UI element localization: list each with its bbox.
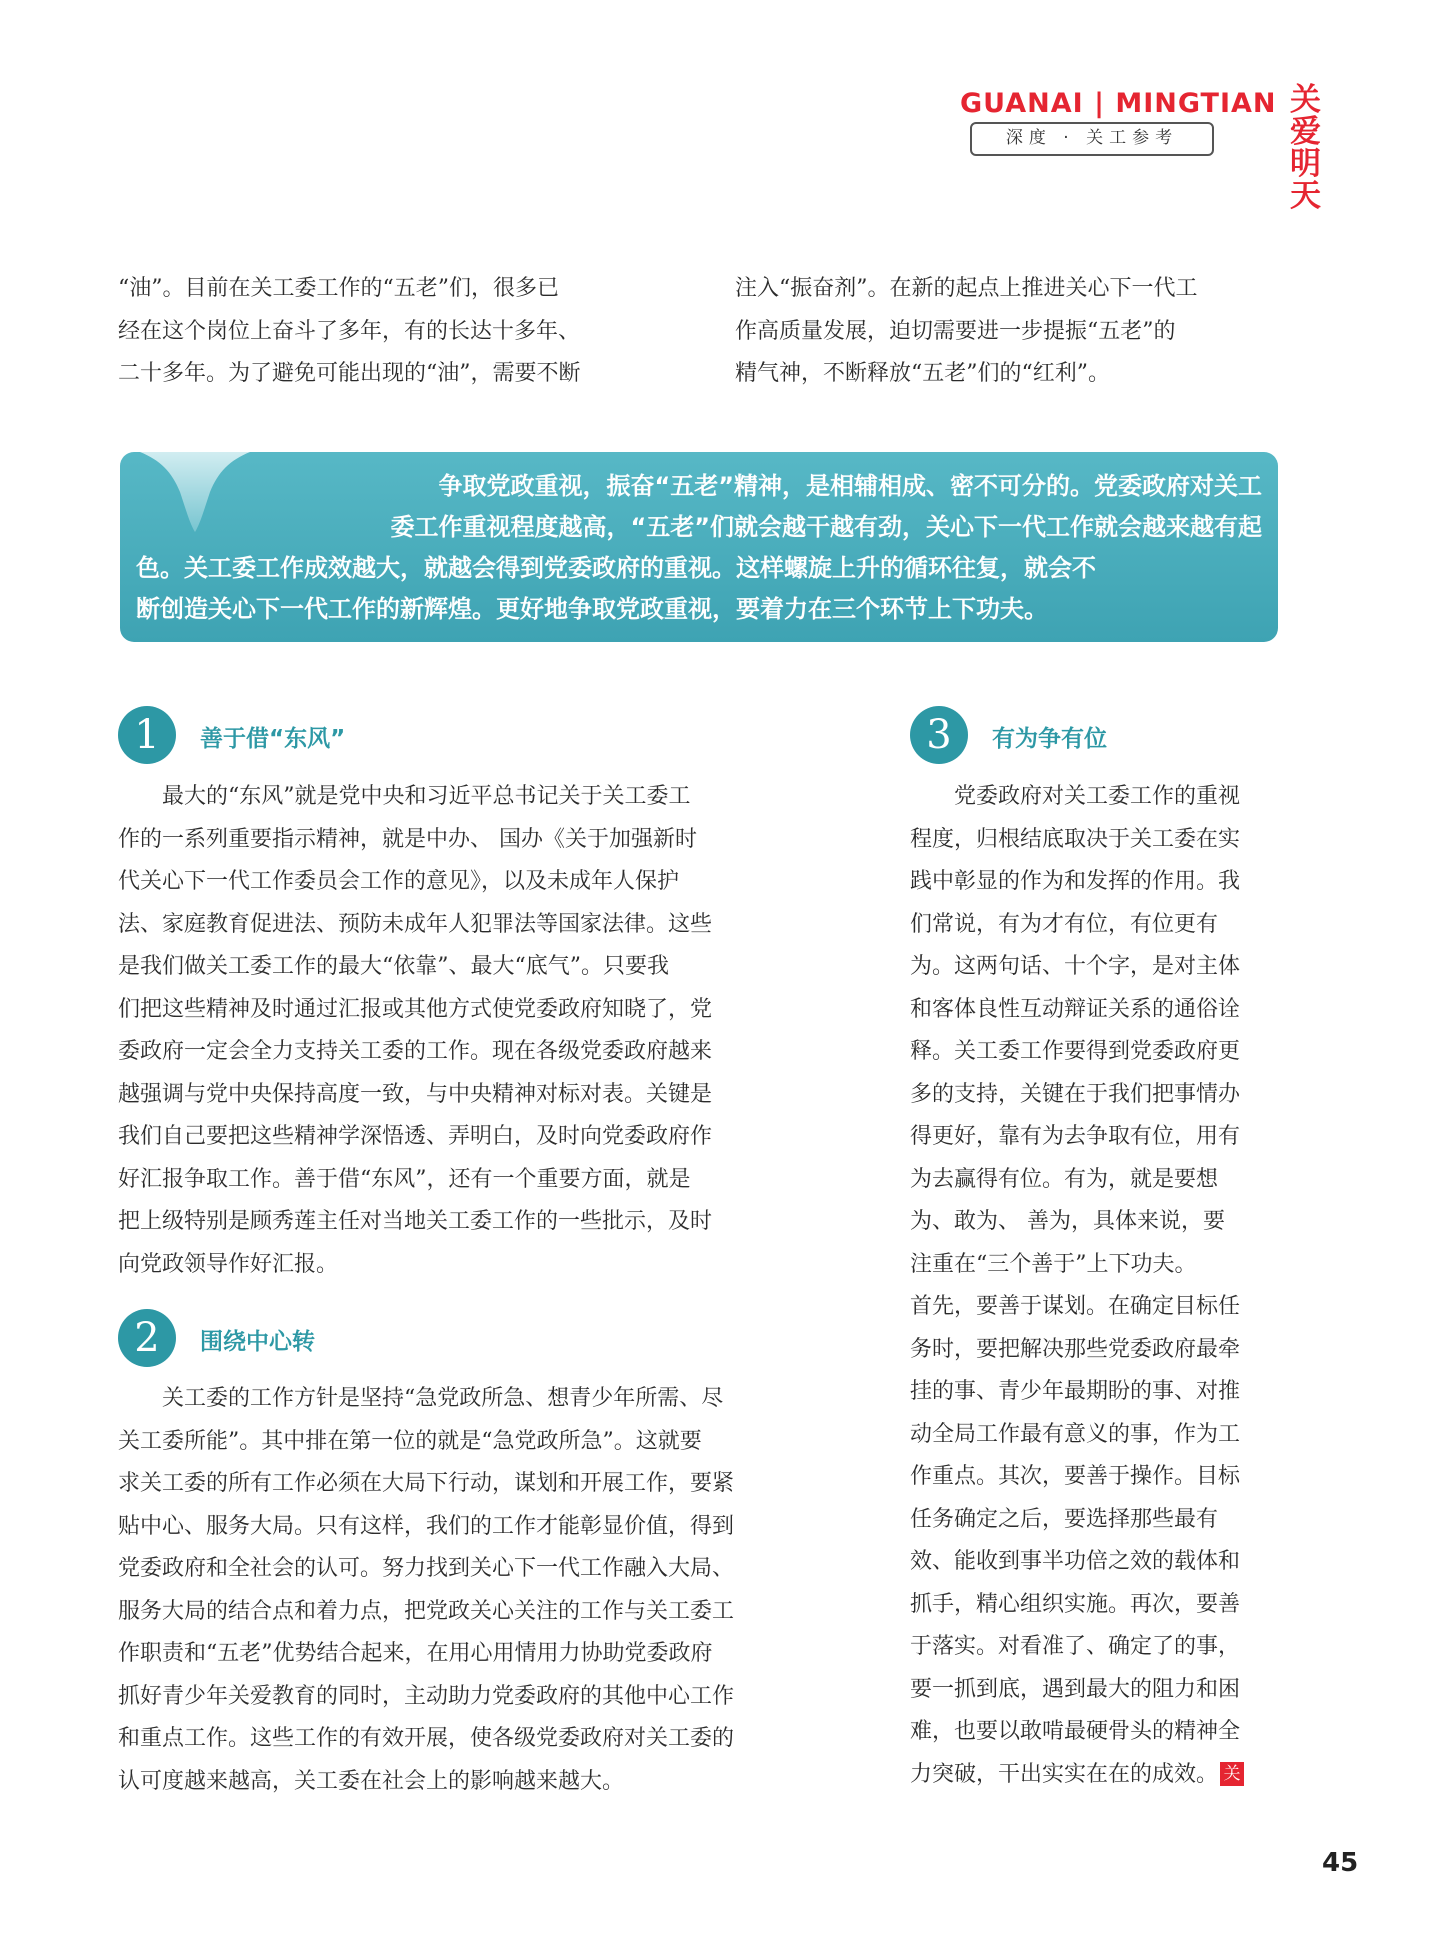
text-line: 践中彰显的作为和发挥的作用。我: [910, 869, 1241, 894]
text-line: 务时，要把解决那些党委政府最牵: [910, 1336, 1241, 1362]
text-line: 注入“振奋剂”。在新的起点上推进关心下一代工: [735, 276, 1198, 301]
text-line: 作职责和“五老”优势结合起来，在用心用情用力协助党委政府: [118, 1641, 713, 1666]
text-line: 效、能收到事半功倍之效的载体和: [910, 1549, 1241, 1574]
text-line: 贴中心、服务大局。只有这样，我们的工作才能彰显价值，得到: [118, 1513, 735, 1539]
callout-text: [136, 466, 1262, 630]
text-line: 二十多年。为了避免可能出现的“油”，需要不断: [118, 361, 581, 386]
text-line: “油”。目前在关工委工作的“五老”们，很多已: [118, 276, 559, 301]
text-line: 作高质量发展，迫切需要进一步提振“五老”的: [735, 318, 1176, 344]
text-line: 委政府一定会全力支持关工委的工作。现在各级党委政府越来: [118, 1039, 713, 1064]
section-title: 有为争有位: [992, 726, 1107, 752]
text-line: 释。关工委工作要得到党委政府更: [910, 1039, 1241, 1064]
section-title: 善于借“东风”: [200, 726, 346, 752]
text-line: 法、家庭教育促进法、预防未成年人犯罪法等国家法律。这些: [118, 911, 713, 937]
text-line: 关工委的工作方针是坚持“急党政所急、想青少年所需、尽: [118, 1386, 724, 1411]
brand-logo: [1290, 84, 1350, 212]
text-line: 得更好，靠有为去争取有位，用有: [910, 1124, 1241, 1149]
text-line: 为。这两句话、十个字，是对主体: [910, 954, 1241, 979]
section-2-heading: [118, 1309, 518, 1369]
section-3-heading: [910, 706, 1270, 766]
text-line: 作的一系列重要指示精神，就是中办、 国办《关于加强新时: [118, 826, 697, 852]
text-line: 关工委所能”。其中排在第一位的就是“急党政所急”。这就要: [118, 1428, 702, 1454]
text-line: 越强调与党中央保持高度一致，与中央精神对标对表。关键是: [118, 1081, 713, 1107]
callout-line: 委工作重视程度越高，“五老”们就会越干越有劲，关心下一代工作就会越来越有起: [390, 513, 1262, 541]
text-line: 首先，要善于谋划。在确定目标任: [910, 1294, 1241, 1319]
text-line: 多的支持，关键在于我们把事情办: [910, 1081, 1241, 1107]
text-line: 为去赢得有位。有为，就是要想: [910, 1166, 1219, 1192]
page-number: 45: [1322, 1848, 1359, 1878]
section-title: 围绕中心转: [200, 1329, 315, 1355]
section-1-heading: [118, 706, 518, 766]
text-line: 难，也要以敢啃最硬骨头的精神全: [910, 1719, 1241, 1744]
text-line: 好汇报争取工作。善于借“东风”，还有一个重要方面，就是: [118, 1166, 691, 1192]
text-line: 代关心下一代工作委员会工作的意见》，以及未成年人保护: [118, 869, 680, 894]
article-end-mark: 关: [1220, 1762, 1244, 1786]
text-line: 党委政府和全社会的认可。努力找到关心下一代工作融入大局、: [118, 1556, 735, 1581]
text-line-last: [910, 1754, 1244, 1797]
text-line: 动全局工作最有意义的事，作为工: [910, 1421, 1241, 1447]
text-line: 把上级特别是顾秀莲主任对当地关工委工作的一些批示，及时: [118, 1209, 713, 1234]
callout-line: 断创造关心下一代工作的新辉煌。更好地争取党政重视，要着力在三个环节上下功夫。: [136, 595, 1048, 623]
section-number-badge: 2: [118, 1309, 176, 1367]
text-line: 抓好青少年关爱教育的同时，主动助力党委政府的其他中心工作: [118, 1683, 735, 1709]
masthead: [952, 82, 1292, 152]
logo-line1: 关爱: [1290, 82, 1321, 150]
intro-left-column: [118, 268, 581, 396]
text-line: 注重在“三个善于”上下功夫。: [910, 1251, 1197, 1277]
section-number-badge: 3: [910, 706, 968, 764]
section-number-badge: 1: [118, 706, 176, 764]
text-line: 作重点。其次，要善于操作。目标: [910, 1464, 1241, 1489]
text-line: 是我们做关工委工作的最大“依靠”、最大“底气”。只要我: [118, 954, 669, 979]
text-line: 服务大局的结合点和着力点，把党政关心关注的工作与关工委工: [118, 1598, 735, 1624]
callout-line: 争取党政重视，振奋“五老”精神，是相辅相成、密不可分的。党委政府对关工: [438, 472, 1262, 500]
text-line: 要一抓到底，遇到最大的阻力和困: [910, 1676, 1241, 1702]
text-span: 力突破，干出实实在在的成效。: [910, 1761, 1219, 1787]
text-line: 于落实。对看准了、确定了的事，: [910, 1634, 1241, 1659]
section-2-body: [118, 1378, 734, 1803]
intro-right-column: [735, 268, 1198, 396]
logo-line2: 明天: [1290, 146, 1321, 214]
text-line: 为、敢为、 善为，具体来说，要: [910, 1209, 1225, 1234]
text-line: 们常说，有为才有位，有位更有: [910, 911, 1219, 937]
text-line: 程度，归根结底取决于关工委在实: [910, 826, 1241, 852]
text-line: 任务确定之后，要选择那些最有: [910, 1506, 1219, 1532]
highlight-callout: [120, 452, 1278, 642]
text-line: 抓手，精心组织实施。再次，要善: [910, 1591, 1241, 1617]
section-1-body: [118, 776, 712, 1286]
text-line: 党委政府对关工委工作的重视: [910, 784, 1241, 809]
section-3-body: [910, 776, 1244, 1796]
text-line: 和客体良性互动辩证关系的通俗诠: [910, 996, 1241, 1022]
brand-en: GUANAI | MINGTIAN: [960, 88, 1277, 119]
text-line: 认可度越来越高，关工委在社会上的影响越来越大。: [118, 1768, 625, 1794]
text-line: 向党政领导作好汇报。: [118, 1251, 339, 1277]
text-line: 精气神，不断释放“五老”们的“红利”。: [735, 361, 1110, 386]
text-line: 最大的“东风”就是党中央和习近平总书记关于关工委工: [118, 784, 691, 809]
column-subtitle: 深度 · 关工参考: [970, 122, 1214, 156]
text-line: 经在这个岗位上奋斗了多年，有的长达十多年、: [118, 318, 581, 344]
text-line: 和重点工作。这些工作的有效开展，使各级党委政府对关工委的: [118, 1726, 735, 1751]
text-line: 们把这些精神及时通过汇报或其他方式使党委政府知晓了，党: [118, 996, 713, 1022]
text-line: 挂的事、青少年最期盼的事、对推: [910, 1379, 1241, 1404]
text-line: 求关工委的所有工作必须在大局下行动，谋划和开展工作，要紧: [118, 1471, 735, 1496]
text-line: 我们自己要把这些精神学深悟透、弄明白，及时向党委政府作: [118, 1124, 713, 1149]
callout-line: 色。关工委工作成效越大，就越会得到党委政府的重视。这样螺旋上升的循环往复，就会不: [136, 554, 1096, 582]
